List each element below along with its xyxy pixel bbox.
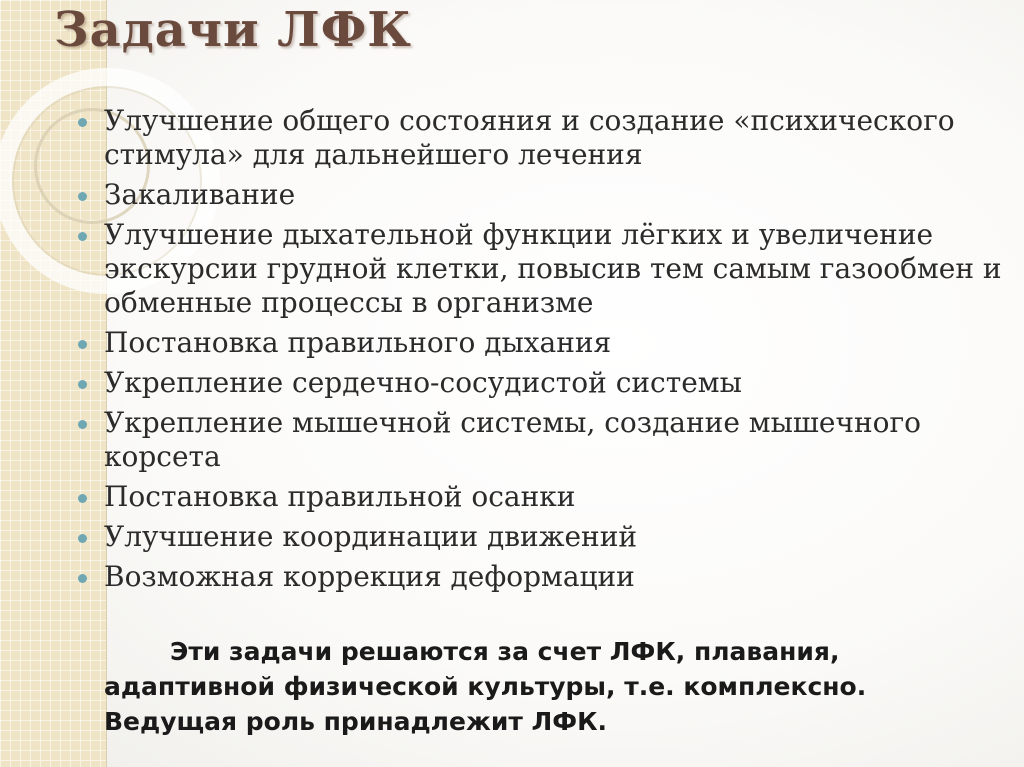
conclusion-paragraph <box>104 634 1004 739</box>
bullet-list <box>70 104 1010 600</box>
slide-title: Задачи ЛФК <box>54 2 412 58</box>
bullet-item <box>70 104 1010 172</box>
bullet-dot-icon <box>78 420 87 429</box>
bullet-item <box>70 218 1010 320</box>
bullet-text: Улучшение общего состояния и создание «психического стимула» для дальнейшего лечения <box>104 104 955 171</box>
bullet-item <box>70 326 1010 360</box>
bullet-text: Постановка правильной осанки <box>104 480 576 513</box>
bullet-dot-icon <box>78 534 87 543</box>
conclusion-line: Эти задачи решаются за счет ЛФК, плавания, <box>170 637 840 666</box>
bullet-item <box>70 560 1010 594</box>
bullet-text: Закаливание <box>104 178 296 211</box>
bullet-dot-icon <box>78 340 87 349</box>
bullet-item <box>70 520 1010 554</box>
bullet-dot-icon <box>78 380 87 389</box>
bullet-dot-icon <box>78 232 87 241</box>
bullet-text: Укрепление сердечно-сосудистой системы <box>104 366 742 399</box>
bullet-item <box>70 178 1010 212</box>
bullet-text: Улучшение дыхательной функции лёгких и увеличение экскурсии грудной клетки, повысив тем самым газообмен и обменные процессы в организме <box>104 218 1002 319</box>
bullet-text: Улучшение координации движений <box>104 520 638 553</box>
bullet-dot-icon <box>78 118 87 127</box>
bullet-item <box>70 480 1010 514</box>
bullet-text: Постановка правильного дыхания <box>104 326 612 359</box>
bullet-item <box>70 406 1010 474</box>
bullet-item <box>70 366 1010 400</box>
conclusion-line: Ведущая роль принадлежит ЛФК. <box>104 707 608 736</box>
bullet-text: Возможная коррекция деформации <box>104 560 635 593</box>
conclusion-line: адаптивной физической культуры, т.е. комплексно. <box>104 672 867 701</box>
bullet-dot-icon <box>78 494 87 503</box>
bullet-text: Укрепление мышечной системы, создание мышечного корсета <box>104 406 922 473</box>
bullet-dot-icon <box>78 574 87 583</box>
bullet-dot-icon <box>78 192 87 201</box>
